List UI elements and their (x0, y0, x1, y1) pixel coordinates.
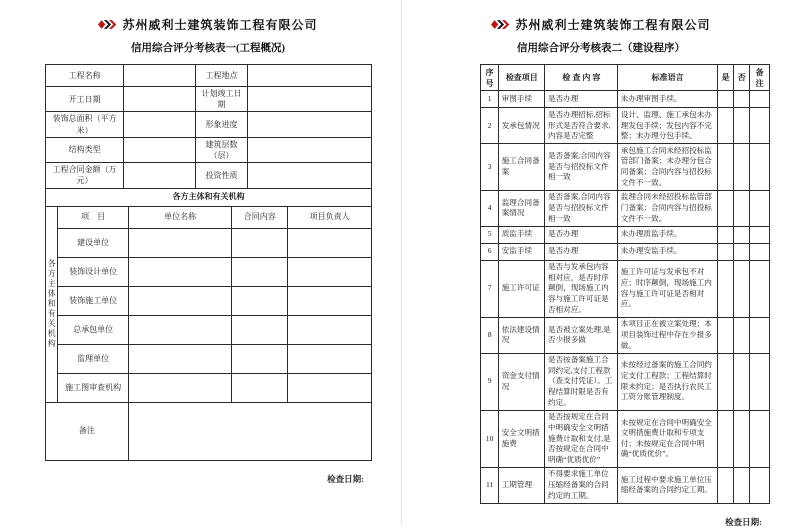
page-form-one (30, 16, 386, 485)
row-item: 安监手续 (499, 243, 545, 260)
row-content: 是否备案,合同内容是否与招投标文件相一致 (545, 144, 618, 191)
party-name: 监理单位 (58, 344, 128, 373)
party-header-row (46, 206, 372, 228)
row-item: 施工许可证 (499, 260, 545, 317)
row-no: 6 (481, 243, 499, 260)
row-standard: 本项目正在被立案处理；本项目装饰过程中存在少报多做。 (618, 317, 718, 353)
row-no: 1 (481, 91, 499, 108)
no-cell-blank (734, 144, 750, 191)
no-cell-blank (734, 91, 750, 108)
company-header (30, 16, 386, 33)
info-row (46, 65, 372, 87)
party-row (46, 373, 372, 402)
info-label: 工程合同金额（万元） (46, 163, 124, 188)
info-label: 计划竣工日期 (195, 87, 247, 112)
no-cell-blank (734, 353, 750, 410)
col-standard: 标准语言 (618, 65, 718, 91)
row-no: 3 (481, 144, 499, 191)
remark-cell-blank (750, 190, 770, 226)
project-overview-table (45, 64, 372, 461)
yes-cell-blank (717, 243, 733, 260)
row-content: 是否办理 (545, 91, 618, 108)
no-cell-blank (734, 226, 750, 243)
row-content: 是否办理 (545, 243, 618, 260)
check-row (481, 260, 770, 317)
col-item: 检查项目 (499, 65, 545, 91)
page-form-two (420, 16, 782, 528)
no-cell-blank (734, 243, 750, 260)
remark-cell-blank (750, 410, 770, 467)
party-unit-blank (128, 286, 232, 315)
party-name: 施工图审查机构 (58, 373, 128, 402)
no-cell-blank (734, 317, 750, 353)
check-date-label: 检查日期: (725, 516, 762, 527)
row-item: 安全文明措施费 (499, 410, 545, 467)
vertical-section-label: 各方主体和有关机构 (46, 206, 58, 402)
row-item: 工期管理 (499, 467, 545, 503)
party-contract-blank (232, 373, 288, 402)
remark-value-blank (128, 402, 371, 460)
info-row (46, 163, 372, 188)
check-row (481, 226, 770, 243)
row-standard: 未办理安监手续。 (618, 243, 718, 260)
check-date-label: 检查日期: (327, 473, 364, 484)
remark-cell-blank (750, 317, 770, 353)
check-row (481, 467, 770, 503)
col-content: 检 查 内 容 (545, 65, 618, 91)
party-unit-blank (128, 344, 232, 373)
company-name: 苏州威利士建筑装饰工程有限公司 (122, 18, 318, 32)
info-label: 形象进度 (195, 112, 247, 137)
party-manager-blank (288, 257, 372, 286)
row-no: 10 (481, 410, 499, 467)
check-row (481, 353, 770, 410)
check-row (481, 144, 770, 191)
yes-cell-blank (717, 353, 733, 410)
party-name: 装饰施工单位 (58, 286, 128, 315)
company-header (420, 16, 782, 33)
company-logo-icon (491, 19, 510, 30)
check-row (481, 108, 770, 144)
info-value-blank (248, 87, 372, 112)
party-contract-blank (232, 315, 288, 344)
row-standard: 施工过程中要求施工单位压缩经备案的合同约定工期。 (618, 467, 718, 503)
checklist-table (480, 64, 770, 504)
party-contract-blank (232, 344, 288, 373)
info-row (46, 137, 372, 162)
yes-cell-blank (717, 144, 733, 191)
check-row (481, 243, 770, 260)
row-item: 监理合同备案情况 (499, 190, 545, 226)
party-unit-blank (128, 315, 232, 344)
yes-cell-blank (717, 91, 733, 108)
party-col-contract: 合同内容 (232, 206, 288, 228)
row-standard: 未办理质监手续。 (618, 226, 718, 243)
row-no: 5 (481, 226, 499, 243)
party-col-item: 项 目 (58, 206, 128, 228)
row-item: 审图手续 (499, 91, 545, 108)
row-standard: 未按经过备案的施工合同约定支付工程款；工程结算时限未约定；是否执行农民工工资分账管理制度。 (618, 353, 718, 410)
row-no: 11 (481, 467, 499, 503)
info-value-blank (124, 112, 196, 137)
col-remark: 备注 (750, 65, 770, 91)
no-cell-blank (734, 410, 750, 467)
remark-cell-blank (750, 353, 770, 410)
remark-cell-blank (750, 467, 770, 503)
col-yes: 是 (717, 65, 733, 91)
row-item: 依法建设情况 (499, 317, 545, 353)
party-manager-blank (288, 344, 372, 373)
row-content: 是否按规定在合同中明确安全文明措施费计取和支付,是否按规定在合同中明确“优质优价” (545, 410, 618, 467)
yes-cell-blank (717, 410, 733, 467)
info-label: 工程名称 (46, 65, 124, 87)
yes-cell-blank (717, 317, 733, 353)
party-manager-blank (288, 228, 372, 257)
no-cell-blank (734, 108, 750, 144)
info-value-blank (124, 137, 196, 162)
company-logo-icon (98, 19, 117, 30)
party-row (46, 286, 372, 315)
party-name: 总承包单位 (58, 315, 128, 344)
row-item: 质监手续 (499, 226, 545, 243)
col-no2: 否 (734, 65, 750, 91)
yes-cell-blank (717, 260, 733, 317)
row-content: 是否备案,合同内容是否与招投标文件相一致 (545, 190, 618, 226)
info-value-blank (248, 112, 372, 137)
row-no: 9 (481, 353, 499, 410)
construction-procedure-table (480, 64, 770, 504)
row-no: 2 (481, 108, 499, 144)
no-cell-blank (734, 467, 750, 503)
row-content: 是否办理 (545, 226, 618, 243)
remark-cell-blank (750, 108, 770, 144)
row-content: 是否被立案处理,是否少报多做 (545, 317, 618, 353)
remark-cell-blank (750, 144, 770, 191)
check-row (481, 410, 770, 467)
party-row (46, 315, 372, 344)
form-title: 信用综合评分考核表二（建设程序） (517, 43, 685, 54)
party-unit-blank (128, 257, 232, 286)
check-row (481, 91, 770, 108)
party-col-unit: 单位名称 (128, 206, 232, 228)
remark-cell-blank (750, 226, 770, 243)
info-label: 投资性质 (195, 163, 247, 188)
remark-cell-blank (750, 91, 770, 108)
info-value-blank (124, 163, 196, 188)
info-label: 装饰总面积（平方米） (46, 112, 124, 137)
party-row (46, 344, 372, 373)
info-value-blank (248, 163, 372, 188)
check-row (481, 317, 770, 353)
party-contract-blank (232, 228, 288, 257)
project-info-grid (45, 64, 372, 189)
row-standard: 监理合同未经招投标监管部门备案；合同内容与招投标文件不一致。 (618, 190, 718, 226)
yes-cell-blank (717, 190, 733, 226)
parties-table (45, 188, 372, 461)
remark-cell-blank (750, 260, 770, 317)
info-label: 结构类型 (46, 137, 124, 162)
section-title: 各方主体和有关机构 (46, 188, 372, 206)
info-row (46, 87, 372, 112)
party-row (46, 257, 372, 286)
party-col-manager: 项目负责人 (288, 206, 372, 228)
row-standard: 未办理审图手续。 (618, 91, 718, 108)
row-item: 发承包情况 (499, 108, 545, 144)
row-item: 施工合同备案 (499, 144, 545, 191)
row-no: 7 (481, 260, 499, 317)
party-unit-blank (128, 373, 232, 402)
row-no: 4 (481, 190, 499, 226)
info-label: 工程地点 (195, 65, 247, 87)
party-name: 装饰设计单位 (58, 257, 128, 286)
party-contract-blank (232, 257, 288, 286)
row-standard: 设计、监理、施工承包未办理发包手续；发包内容不完整；未办理分包手续。 (618, 108, 718, 144)
remark-row (46, 402, 372, 460)
yes-cell-blank (717, 226, 733, 243)
col-no: 序号 (481, 65, 499, 91)
party-manager-blank (288, 315, 372, 344)
info-value-blank (124, 87, 196, 112)
info-value-blank (124, 65, 196, 87)
page-divider (401, 0, 402, 525)
yes-cell-blank (717, 108, 733, 144)
row-content: 是否与发承包内容相对应，是否时序颠倒，现场施工内容与施工许可证是否相对应。 (545, 260, 618, 317)
no-cell-blank (734, 190, 750, 226)
info-label: 建筑层数（层） (195, 137, 247, 162)
company-name: 苏州威利士建筑装饰工程有限公司 (515, 18, 711, 32)
row-standard: 施工许可证与发承包不对应；时序颠倒，现场施工内容与施工许可证是否相对应。 (618, 260, 718, 317)
party-row (46, 228, 372, 257)
info-label: 开工日期 (46, 87, 124, 112)
section-banner (46, 188, 372, 206)
party-manager-blank (288, 286, 372, 315)
yes-cell-blank (717, 467, 733, 503)
row-standard: 承包施工合同未经招投标监管部门备案；未办理分包合同备案；合同内容与招投标文件不一致。 (618, 144, 718, 191)
party-unit-blank (128, 228, 232, 257)
row-item: 资金支付情况 (499, 353, 545, 410)
row-no: 8 (481, 317, 499, 353)
party-manager-blank (288, 373, 372, 402)
info-value-blank (248, 137, 372, 162)
row-standard: 未按规定在合同中明确安全文明措施费计取和专项支付；未按规定在合同中明确“优质优价”。 (618, 410, 718, 467)
remark-cell-blank (750, 243, 770, 260)
remark-label: 备注 (46, 402, 129, 460)
party-contract-blank (232, 286, 288, 315)
row-content: 是否办理招标,招标形式是否符合要求,内容是否完整 (545, 108, 618, 144)
form-title: 信用综合评分考核表一(工程概况) (131, 43, 285, 54)
check-row (481, 190, 770, 226)
info-value-blank (248, 65, 372, 87)
party-name: 建设单位 (58, 228, 128, 257)
row-content: 是否按备案施工合同约定,支付工程款（查支付凭证）。工程结算时限是否有约定。 (545, 353, 618, 410)
checklist-header-row (481, 65, 770, 91)
no-cell-blank (734, 260, 750, 317)
info-row (46, 112, 372, 137)
row-content: 不得要求施工单位压缩经备案的合同约定的工期。 (545, 467, 618, 503)
